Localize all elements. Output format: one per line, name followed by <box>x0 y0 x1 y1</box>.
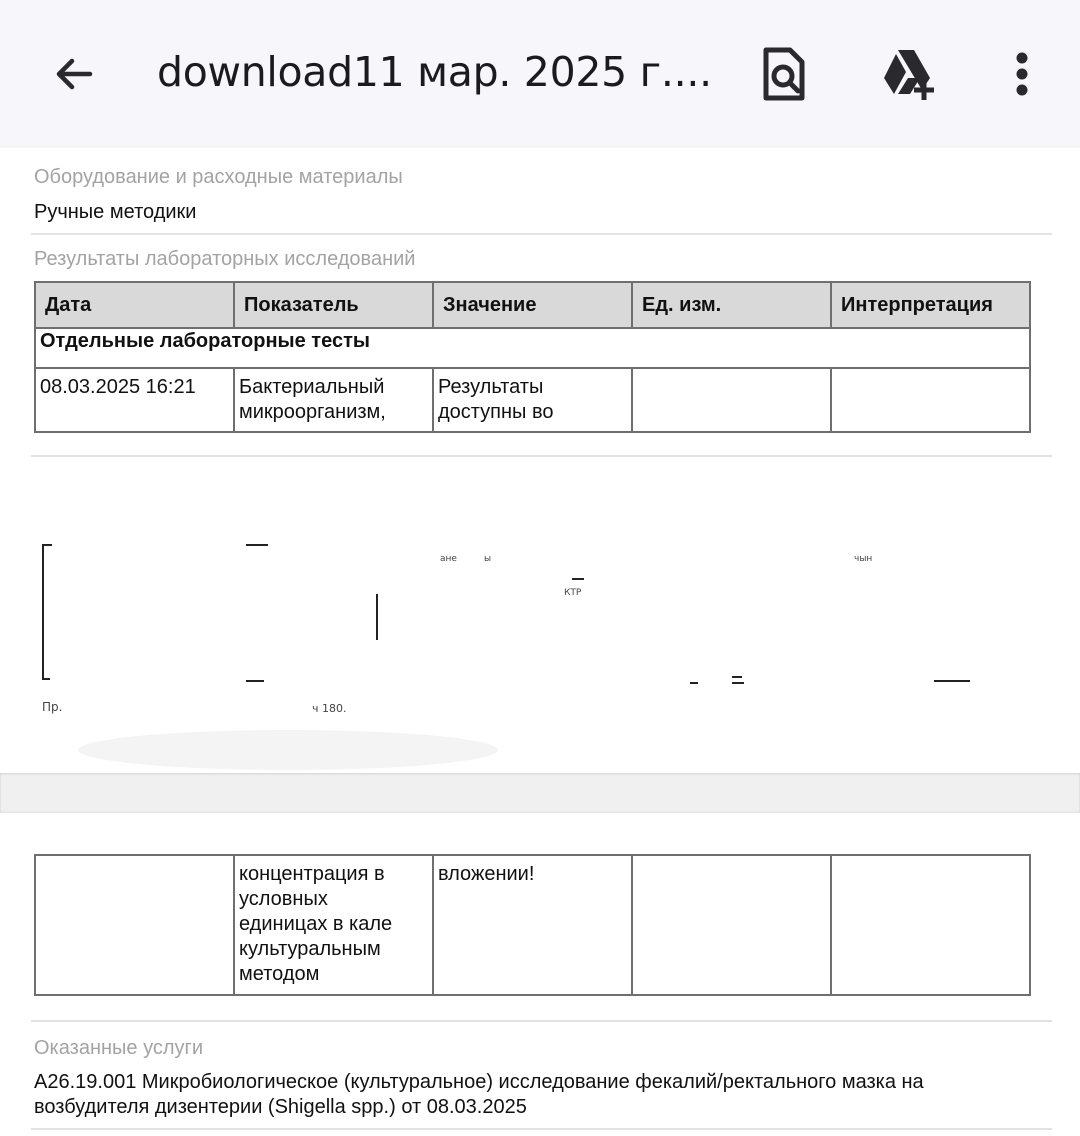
document-search-icon <box>760 46 808 102</box>
divider <box>31 1128 1052 1130</box>
cell-indicator-line: Бактериальный <box>239 376 385 398</box>
cell-date: 08.03.2025 16:21 <box>35 368 234 432</box>
column-header-date: Дата <box>35 282 234 328</box>
scan-fragment: ы <box>484 554 492 564</box>
scan-fragment: Пр. <box>42 700 63 714</box>
find-in-document-button[interactable] <box>752 42 816 106</box>
more-vert-icon <box>1012 50 1032 98</box>
cell-unit <box>632 855 831 995</box>
pdf-page-2 <box>0 813 1080 1136</box>
page-gap <box>0 773 1080 813</box>
results-table <box>34 281 1031 433</box>
scan-mark <box>934 680 970 682</box>
page-bleed-through <box>0 530 1080 770</box>
scan-fragment: КТР <box>564 588 582 598</box>
scan-mark <box>246 680 264 682</box>
group-title: Отдельные лабораторные тесты <box>35 328 1030 368</box>
cell-indicator-line: условных <box>239 888 328 910</box>
scan-fragment: чын <box>854 554 873 564</box>
cell-indicator-line: единицах в кале <box>239 913 393 935</box>
drive-add-icon <box>880 46 940 102</box>
more-options-button[interactable] <box>990 42 1054 106</box>
cell-interpretation <box>831 855 1030 995</box>
column-header-value: Значение <box>433 282 632 328</box>
back-button[interactable] <box>46 46 102 102</box>
scan-mark <box>732 682 744 684</box>
cell-value-line: доступны во <box>438 401 554 423</box>
scan-mark <box>246 544 268 546</box>
results-table-continued <box>34 854 1031 996</box>
cell-indicator-line: микроорганизм, <box>239 401 386 423</box>
cell-indicator <box>234 855 433 995</box>
scan-mark <box>376 594 378 640</box>
services-label: Оказанные услуги <box>34 1037 203 1059</box>
scan-mark <box>42 544 52 546</box>
cell-indicator <box>234 368 433 432</box>
cell-indicator-line: методом <box>239 963 320 985</box>
column-header-unit: Ед. изм. <box>632 282 831 328</box>
cell-value-line: Результаты <box>438 376 544 398</box>
scan-smudge <box>78 730 498 770</box>
cell-indicator-line: концентрация в <box>239 863 385 885</box>
arrow-left-icon <box>50 50 98 98</box>
cell-value: вложении! <box>433 855 632 995</box>
cell-indicator-line: культуральным <box>239 938 381 960</box>
equipment-label: Оборудование и расходные материалы <box>34 166 403 188</box>
table-header-row <box>35 282 1030 328</box>
cell-interpretation <box>831 368 1030 432</box>
top-app-bar <box>0 0 1080 146</box>
scan-mark <box>42 678 50 680</box>
cell-unit <box>632 368 831 432</box>
scan-fragment: ане <box>440 554 457 564</box>
equipment-value: Ручные методики <box>34 201 197 223</box>
table-row <box>35 855 1030 995</box>
divider <box>31 1020 1052 1022</box>
divider <box>31 233 1052 235</box>
scan-mark <box>690 682 698 684</box>
column-header-interpretation: Интерпретация <box>831 282 1030 328</box>
divider <box>31 455 1052 457</box>
scan-mark <box>572 578 584 580</box>
table-group-row <box>35 328 1030 368</box>
results-label: Результаты лабораторных исследований <box>34 248 416 270</box>
cell-date <box>35 855 234 995</box>
table-row <box>35 368 1030 432</box>
scan-mark <box>732 676 742 678</box>
save-to-drive-button[interactable] <box>878 42 942 106</box>
column-header-indicator: Показатель <box>234 282 433 328</box>
services-line: возбудителя дизентерии (Shigella spp.) от 08.03.2025 <box>34 1096 527 1118</box>
document-title: download11 мар. 2025 г.... <box>157 48 712 96</box>
services-line: A26.19.001 Микробиологическое (культуральное) исследование фекалий/ректального мазка на <box>34 1071 924 1093</box>
scan-fragment: ч 180. <box>312 702 347 715</box>
scan-mark <box>42 544 44 680</box>
cell-value <box>433 368 632 432</box>
